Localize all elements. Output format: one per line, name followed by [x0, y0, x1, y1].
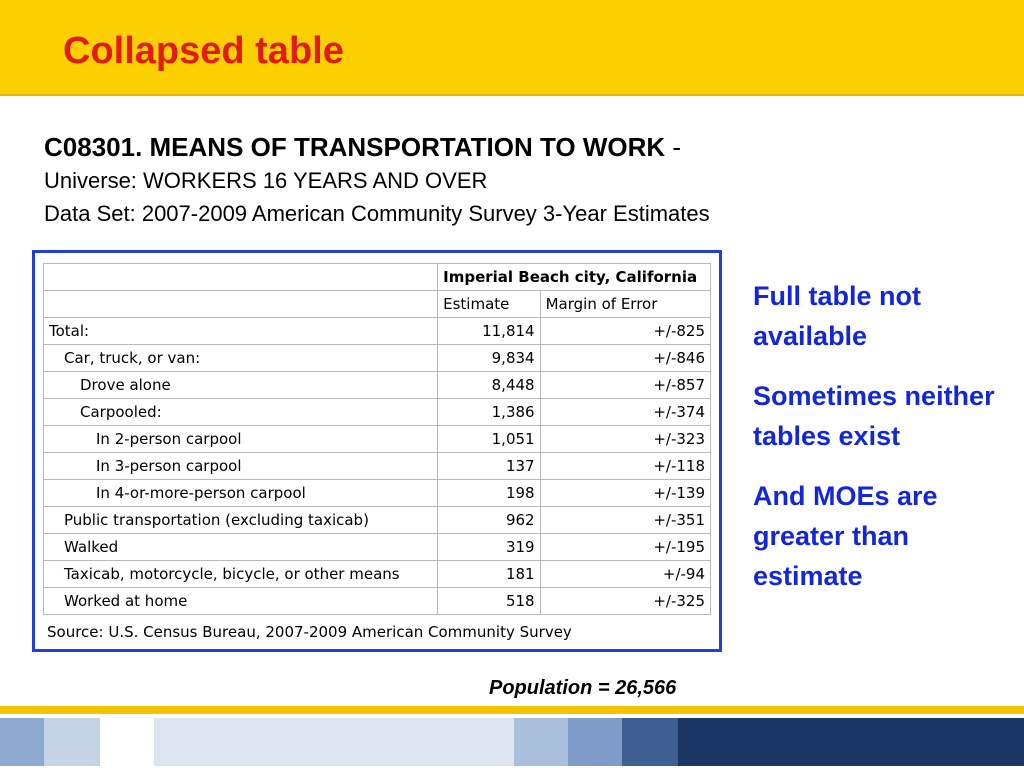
row-estimate: 198: [438, 480, 540, 507]
row-estimate: 518: [438, 588, 540, 615]
slide-title: Collapsed table: [63, 30, 344, 72]
footer-block: [678, 718, 1024, 766]
table-heading: [44, 130, 710, 230]
estimate-header: Estimate: [438, 291, 540, 318]
table-row: [44, 507, 711, 534]
row-moe: +/-118: [540, 453, 710, 480]
table-header-col-row: [44, 291, 711, 318]
row-label: Worked at home: [44, 588, 438, 615]
row-label: Taxicab, motorcycle, bicycle, or other means: [44, 561, 438, 588]
row-moe: +/-374: [540, 399, 710, 426]
footer-block: [622, 718, 678, 766]
universe-text: Universe: WORKERS 16 YEARS AND OVER: [44, 168, 488, 193]
row-estimate: 9,834: [438, 345, 540, 372]
table-row: [44, 561, 711, 588]
row-moe: +/-323: [540, 426, 710, 453]
row-estimate: 11,814: [438, 318, 540, 345]
table-row: [44, 345, 711, 372]
table-id-title: C08301. MEANS OF TRANSPORTATION TO WORK: [44, 132, 666, 162]
row-moe: +/-139: [540, 480, 710, 507]
row-estimate: 8,448: [438, 372, 540, 399]
table-header-geo-row: [44, 264, 711, 291]
row-moe: +/-857: [540, 372, 710, 399]
row-label: Carpooled:: [44, 399, 438, 426]
row-label: Drove alone: [44, 372, 438, 399]
footer-block: [154, 718, 514, 766]
side-notes: [753, 276, 1003, 616]
row-moe: +/-825: [540, 318, 710, 345]
footer-stripe: [0, 706, 1024, 714]
header-empty-cell: [44, 291, 438, 318]
row-moe: +/-846: [540, 345, 710, 372]
table-source: Source: U.S. Census Bureau, 2007-2009 American Community Survey: [47, 623, 572, 641]
footer-block: [568, 718, 622, 766]
geography-header: Imperial Beach city, California: [438, 264, 711, 291]
footer-block: [44, 718, 100, 766]
row-estimate: 181: [438, 561, 540, 588]
heading-dash: -: [665, 132, 682, 162]
row-moe: +/-94: [540, 561, 710, 588]
title-bar: [0, 0, 1024, 96]
row-estimate: 319: [438, 534, 540, 561]
table-row: [44, 453, 711, 480]
side-note-2: Sometimes neither tables exist: [753, 381, 995, 451]
row-estimate: 962: [438, 507, 540, 534]
row-estimate: 1,051: [438, 426, 540, 453]
table-row: [44, 372, 711, 399]
row-label: Total:: [44, 318, 438, 345]
row-estimate: 1,386: [438, 399, 540, 426]
population-note: Population = 26,566: [489, 677, 677, 699]
row-label: In 3-person carpool: [44, 453, 438, 480]
table-row: [44, 480, 711, 507]
header-empty-cell: [44, 264, 438, 291]
row-label: In 4-or-more-person carpool: [44, 480, 438, 507]
side-note-1: Full table not available: [753, 281, 921, 351]
table-row: [44, 426, 711, 453]
table-row: [44, 399, 711, 426]
table-row: [44, 318, 711, 345]
row-moe: +/-351: [540, 507, 710, 534]
table-row: [44, 588, 711, 615]
transportation-table: [43, 263, 711, 615]
dataset-text: Data Set: 2007-2009 American Community Survey 3-Year Estimates: [44, 201, 710, 226]
footer-block: [514, 718, 568, 766]
row-label: Car, truck, or van:: [44, 345, 438, 372]
row-label: Walked: [44, 534, 438, 561]
row-label: Public transportation (excluding taxicab): [44, 507, 438, 534]
footer-block: [100, 718, 154, 766]
row-moe: +/-195: [540, 534, 710, 561]
moe-header: Margin of Error: [540, 291, 710, 318]
row-moe: +/-325: [540, 588, 710, 615]
row-estimate: 137: [438, 453, 540, 480]
table-row: [44, 534, 711, 561]
table-heading-title: [44, 130, 710, 164]
footer-block: [0, 718, 44, 766]
table-frame: [32, 250, 722, 652]
footer-decoration: [0, 706, 1024, 768]
row-label: In 2-person carpool: [44, 426, 438, 453]
side-note-3: And MOEs are greater than estimate: [753, 481, 938, 591]
